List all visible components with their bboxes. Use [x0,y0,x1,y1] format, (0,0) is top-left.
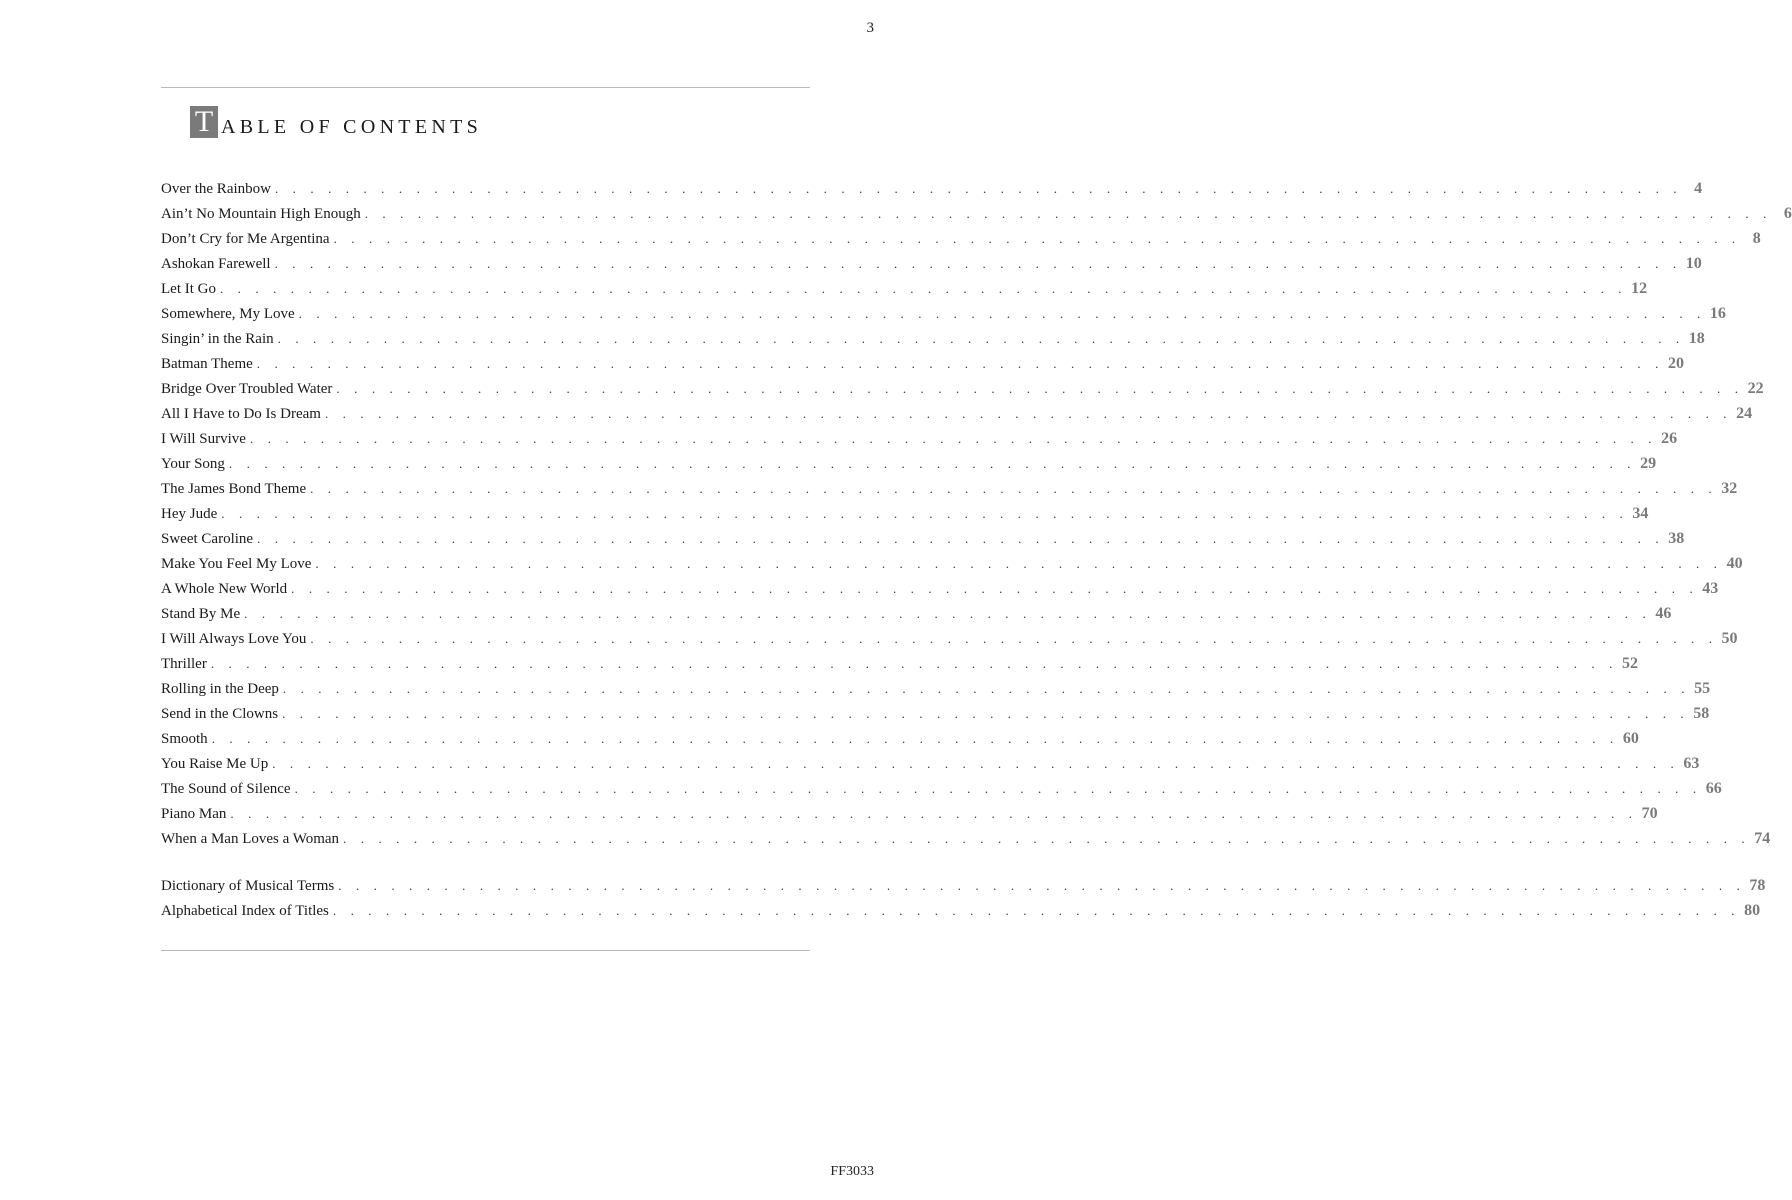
toc-entry-page: 58 [1693,705,1710,722]
toc-entry-page: 20 [1667,355,1684,372]
toc-entry-title: Your Song [161,456,225,472]
toc-entry-page: 80 [1744,902,1761,919]
toc-entry-page: 26 [1661,430,1678,447]
toc-entry-page: 66 [1705,780,1722,797]
toc-entry[interactable] [161,305,1726,330]
toc-entry-title: The Sound of Silence [161,781,291,797]
toc-entry[interactable] [161,380,1764,405]
toc-entry-title: All I Have to Do Is Dream [161,406,321,422]
toc-entry-page: 74 [1754,830,1771,847]
toc-entry-title: Don’t Cry for Me Argentina [161,231,330,247]
toc-entry[interactable] [161,730,1639,755]
toc-entry-title: Singin’ in the Rain [161,331,274,347]
dot-leader: . . . . . . . . . . . . . . . . . . . . . . . . . . . . . . . . . . . . . . . . . . . . . . . . . . . . . . . . . . . . . . . . . . . . . . . . . . . . . . . . [336,381,1744,396]
top-rule [161,87,810,88]
page-title-text: ABLE OF CONTENTS [221,116,483,138]
toc-entry-title: Ashokan Farewell [161,256,271,272]
dot-leader: . . . . . . . . . . . . . . . . . . . . . . . . . . . . . . . . . . . . . . . . . . . . . . . . . . . . . . . . . . . . . . . . . . . . . . . . . . . . . . . . [230,806,1638,821]
dot-leader: . . . . . . . . . . . . . . . . . . . . . . . . . . . . . . . . . . . . . . . . . . . . . . . . . . . . . . . . . . . . . . . . . . . . . . . . . . . . . . . . [219,281,1628,296]
toc-entry-page: 63 [1683,755,1700,772]
toc-entry-page: 18 [1688,330,1705,347]
toc-entry[interactable] [161,330,1705,355]
toc-entry[interactable] [161,580,1719,605]
toc-entry-title: Sweet Caroline [161,531,254,547]
dot-leader: . . . . . . . . . . . . . . . . . . . . . . . . . . . . . . . . . . . . . . . . . . . . . . . . . . . . . . . . . . . . . . . . . . . . . . . . . . . . . . . . [310,481,1718,496]
toc-entry-title: I Will Survive [161,431,246,447]
toc-entry-page: 12 [1631,280,1648,297]
toc-entry-page: 24 [1736,405,1753,422]
dot-leader: . . . . . . . . . . . . . . . . . . . . . . . . . . . . . . . . . . . . . . . . . . . . . . . . . . . . . . . . . . . . . . . . . . . . . . . . . . . . . . . . [244,606,1652,621]
toc-entry[interactable] [161,480,1738,505]
toc-entry-page: 8 [1752,230,1761,247]
toc-entry-page: 43 [1702,580,1719,597]
toc-entry[interactable] [161,755,1700,780]
toc-entry[interactable] [161,555,1743,580]
toc-entry-title: Ain’t No Mountain High Enough [161,206,361,222]
toc-entry-title: Make You Feel My Love [161,556,312,572]
dot-leader: . . . . . . . . . . . . . . . . . . . . . . . . . . . . . . . . . . . . . . . . . . . . . . . . . . . . . . . . . . . . . . . . . . . . . . . . . . . . . . . . [257,531,1665,546]
dot-leader: . . . . . . . . . . . . . . . . . . . . . . . . . . . . . . . . . . . . . . . . . . . . . . . . . . . . . . . . . . . . . . . . . . . . . . . . . . . . . . . . [298,306,1706,321]
toc-entry-title: The James Bond Theme [161,481,307,497]
toc-entry[interactable] [161,605,1672,630]
toc-entry-title: Batman Theme [161,356,253,372]
toc-entry-title: Alphabetical Index of Titles [161,903,329,919]
toc-entry-title: Somewhere, My Love [161,306,295,322]
dot-leader: . . . . . . . . . . . . . . . . . . . . . . . . . . . . . . . . . . . . . . . . . . . . . . . . . . . . . . . . . . . . . . . . . . . . . . . . . . . . . . . . [221,506,1629,521]
dot-leader: . . . . . . . . . . . . . . . . . . . . . . . . . . . . . . . . . . . . . . . . . . . . . . . . . . . . . . . . . . . . . . . . . . . . . . . . . . . . . . . . [256,356,1664,371]
dot-leader: . . . . . . . . . . . . . . . . . . . . . . . . . . . . . . . . . . . . . . . . . . . . . . . . . . . . . . . . . . . . . . . . . . . . . . . . . . . . . . . . [291,581,1699,596]
dot-leader: . . . . . . . . . . . . . . . . . . . . . . . . . . . . . . . . . . . . . . . . . . . . . . . . . . . . . . . . . . . . . . . . . . . . . . . . . . . . . . . . [277,331,1685,346]
dot-leader: . . . . . . . . . . . . . . . . . . . . . . . . . . . . . . . . . . . . . . . . . . . . . . . . . . . . . . . . . . . . . . . . . . . . . . . . . . . . . . . . [211,731,1619,746]
toc-entry[interactable] [161,805,1658,830]
toc-entry[interactable] [161,830,1771,855]
toc-list [161,180,1792,855]
toc-entry[interactable] [161,902,1761,927]
page-title [190,104,482,138]
toc-entry-title: Dictionary of Musical Terms [161,878,335,894]
dot-leader: . . . . . . . . . . . . . . . . . . . . . . . . . . . . . . . . . . . . . . . . . . . . . . . . . . . . . . . . . . . . . . . . . . . . . . . . . . . . . . . . [274,256,1682,271]
toc-entry-page: 60 [1622,730,1639,747]
toc-entry-page: 10 [1685,255,1702,272]
toc-entry-page: 16 [1709,305,1726,322]
dot-leader: . . . . . . . . . . . . . . . . . . . . . . . . . . . . . . . . . . . . . . . . . . . . . . . . . . . . . . . . . . . . . . . . . . . . . . . . . . . . . . . . [272,756,1680,771]
dot-leader: . . . . . . . . . . . . . . . . . . . . . . . . . . . . . . . . . . . . . . . . . . . . . . . . . . . . . . . . . . . . . . . . . . . . . . . . . . . . . . . . [333,231,1741,246]
toc-entry[interactable] [161,230,1761,255]
toc-back-matter [161,877,1766,927]
toc-entry[interactable] [161,505,1649,530]
dot-leader: . . . . . . . . . . . . . . . . . . . . . . . . . . . . . . . . . . . . . . . . . . . . . . . . . . . . . . . . . . . . . . . . . . . . . . . . . . . . . . . . [210,656,1618,671]
toc-entry-page: 78 [1749,877,1766,894]
toc-entry-page: 40 [1726,555,1743,572]
toc-entry[interactable] [161,405,1753,430]
toc-entry[interactable] [161,355,1684,380]
toc-entry-page: 29 [1640,455,1657,472]
dot-leader: . . . . . . . . . . . . . . . . . . . . . . . . . . . . . . . . . . . . . . . . . . . . . . . . . . . . . . . . . . . . . . . . . . . . . . . . . . . . . . . . [274,181,1683,196]
toc-entry[interactable] [161,205,1792,230]
toc-entry[interactable] [161,280,1648,305]
toc-entry-title: Send in the Clowns [161,706,279,722]
toc-entry[interactable] [161,180,1703,205]
toc-entry-title: Bridge Over Troubled Water [161,381,333,397]
toc-entry[interactable] [161,255,1702,280]
dot-leader: . . . . . . . . . . . . . . . . . . . . . . . . . . . . . . . . . . . . . . . . . . . . . . . . . . . . . . . . . . . . . . . . . . . . . . . . . . . . . . . . [282,681,1691,696]
toc-entry[interactable] [161,530,1685,555]
toc-entry[interactable] [161,780,1722,805]
toc-entry-title: Stand By Me [161,606,241,622]
toc-entry-title: Smooth [161,731,208,747]
toc-entry-page: 4 [1694,180,1703,197]
toc-entry-page: 6 [1783,205,1792,222]
toc-entry-page: 34 [1632,505,1649,522]
toc-entry-page: 38 [1668,530,1685,547]
toc-entry-title: I Will Always Love You [161,631,307,647]
toc-entry-title: Over the Rainbow [161,181,271,197]
toc-entry-title: Let It Go [161,281,216,297]
dot-leader: . . . . . . . . . . . . . . . . . . . . . . . . . . . . . . . . . . . . . . . . . . . . . . . . . . . . . . . . . . . . . . . . . . . . . . . . . . . . . . . . [294,781,1702,796]
toc-entry[interactable] [161,877,1766,902]
toc-entry[interactable] [161,455,1657,480]
toc-entry-title: A Whole New World [161,581,288,597]
dot-leader: . . . . . . . . . . . . . . . . . . . . . . . . . . . . . . . . . . . . . . . . . . . . . . . . . . . . . . . . . . . . . . . . . . . . . . . . . . . . . . . . [228,456,1637,471]
toc-entry-title: Piano Man [161,806,227,822]
toc-entry-page: 70 [1641,805,1658,822]
footer-code: FF3033 [830,1164,874,1179]
toc-entry-page: 32 [1721,480,1738,497]
dot-leader: . . . . . . . . . . . . . . . . . . . . . . . . . . . . . . . . . . . . . . . . . . . . . . . . . . . . . . . . . . . . . . . . . . . . . . . . . . . . . . . . [364,206,1772,221]
toc-entry[interactable] [161,680,1711,705]
toc-entry-page: 55 [1694,680,1711,697]
dot-leader: . . . . . . . . . . . . . . . . . . . . . . . . . . . . . . . . . . . . . . . . . . . . . . . . . . . . . . . . . . . . . . . . . . . . . . . . . . . . . . . . [338,878,1746,893]
dot-leader: . . . . . . . . . . . . . . . . . . . . . . . . . . . . . . . . . . . . . . . . . . . . . . . . . . . . . . . . . . . . . . . . . . . . . . . . . . . . . . . . [310,631,1718,646]
drop-cap: T [190,106,218,138]
toc-entry-title: You Raise Me Up [161,756,269,772]
toc-entry-title: Thriller [161,656,207,672]
dot-leader: . . . . . . . . . . . . . . . . . . . . . . . . . . . . . . . . . . . . . . . . . . . . . . . . . . . . . . . . . . . . . . . . . . . . . . . . . . . . . . . . [343,831,1751,846]
toc-entry[interactable] [161,430,1678,455]
toc-entry-title: Rolling in the Deep [161,681,279,697]
dot-leader: . . . . . . . . . . . . . . . . . . . . . . . . . . . . . . . . . . . . . . . . . . . . . . . . . . . . . . . . . . . . . . . . . . . . . . . . . . . . . . . . [324,406,1733,421]
dot-leader: . . . . . . . . . . . . . . . . . . . . . . . . . . . . . . . . . . . . . . . . . . . . . . . . . . . . . . . . . . . . . . . . . . . . . . . . . . . . . . . . [249,431,1658,446]
toc-entry[interactable] [161,705,1710,730]
dot-leader: . . . . . . . . . . . . . . . . . . . . . . . . . . . . . . . . . . . . . . . . . . . . . . . . . . . . . . . . . . . . . . . . . . . . . . . . . . . . . . . . [315,556,1723,571]
toc-entry[interactable] [161,655,1638,680]
toc-entry-page: 46 [1655,605,1672,622]
page-number: 3 [866,20,874,36]
toc-entry-page: 22 [1747,380,1764,397]
toc-entry[interactable] [161,630,1738,655]
toc-entry-page: 50 [1721,630,1738,647]
toc-entry-title: Hey Jude [161,506,218,522]
toc-entry-page: 52 [1621,655,1638,672]
bottom-rule [161,950,810,951]
dot-leader: . . . . . . . . . . . . . . . . . . . . . . . . . . . . . . . . . . . . . . . . . . . . . . . . . . . . . . . . . . . . . . . . . . . . . . . . . . . . . . . . [282,706,1690,721]
dot-leader: . . . . . . . . . . . . . . . . . . . . . . . . . . . . . . . . . . . . . . . . . . . . . . . . . . . . . . . . . . . . . . . . . . . . . . . . . . . . . . . . [332,903,1741,918]
toc-entry-title: When a Man Loves a Woman [161,831,340,847]
